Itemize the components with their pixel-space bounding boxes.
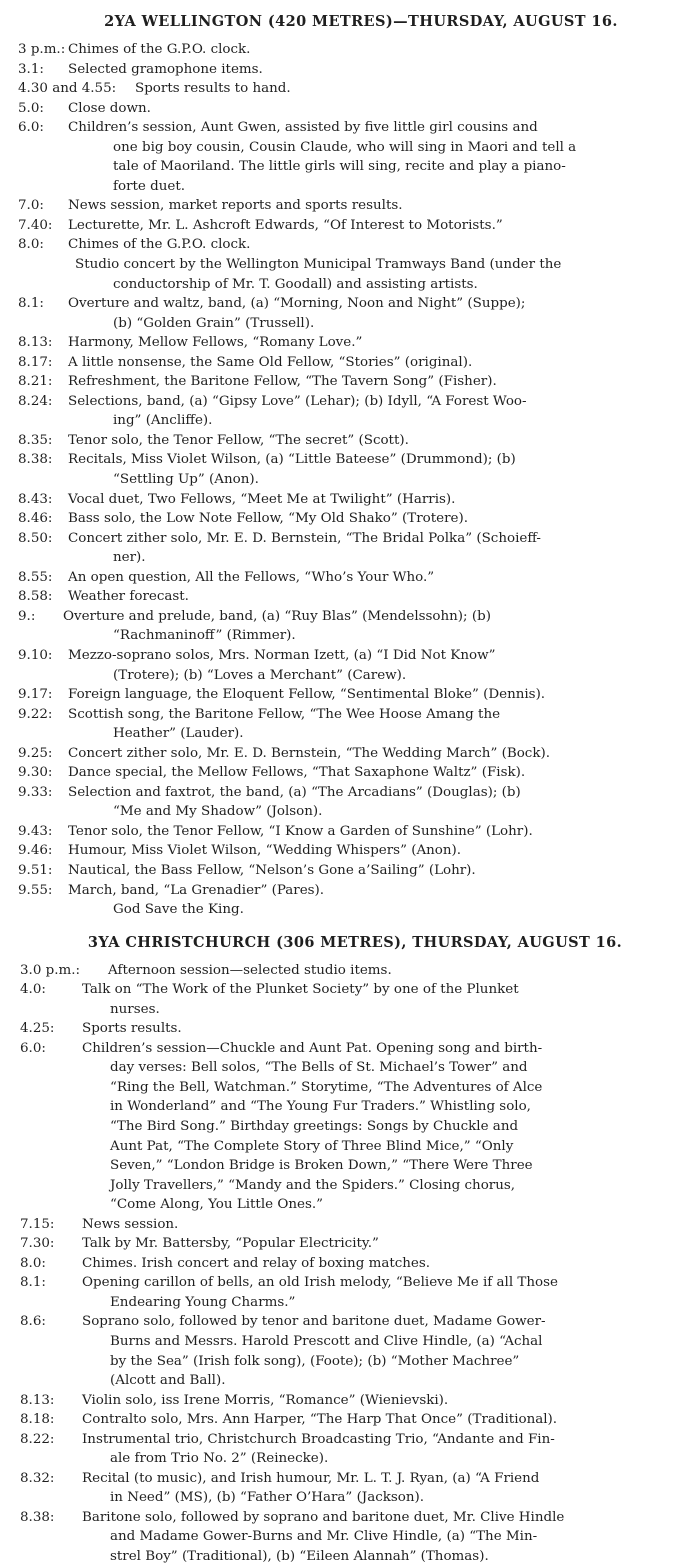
programme-entry	[0, 822, 700, 842]
programme-entry	[0, 1430, 700, 1469]
programme-entry	[0, 1019, 700, 1039]
entry-text-line: Children’s session, Aunt Gwen, assisted by five little girl cousins and	[68, 120, 538, 136]
entry-time: 3.0 p.m.:	[20, 962, 81, 978]
programme-entry	[0, 980, 700, 1019]
programme-entry	[0, 1312, 700, 1390]
entry-time: 9.:	[18, 608, 36, 624]
entry-time: 8.6:	[20, 1314, 46, 1330]
entry-text-line: Baritone solo, followed by soprano and baritone duet, Mr. Clive Hindle	[82, 1509, 565, 1525]
entry-time: 8.55:	[18, 569, 53, 585]
programme-entry	[0, 529, 700, 568]
entry-text-line: Violin solo, iss Irene Morris, “Romance” (Wienievski).	[82, 1392, 449, 1408]
programme-entry	[0, 1508, 700, 1567]
programme-list-2ya	[0, 40, 700, 920]
entry-time: 8.35:	[18, 432, 53, 448]
entry-text-line: March, band, “La Grenadier” (Pares).	[68, 882, 325, 898]
programme-entry	[0, 1039, 700, 1215]
programme-list-3ya	[0, 961, 700, 1567]
station-heading-3ya: 3YA CHRISTCHURCH (306 METRES), THURSDAY, AUGUST 16.	[87, 933, 623, 951]
entry-text-line: Tenor solo, the Tenor Fellow, “The secret” (Scott).	[68, 432, 409, 448]
entry-text-line: “Me and My Shadow” (Jolson).	[113, 804, 323, 820]
programme-entry	[0, 1234, 700, 1254]
programme-entry	[0, 294, 700, 333]
entry-text-line: Concert zither solo, Mr. E. D. Bernstein, “The Wedding March” (Bock).	[68, 745, 550, 761]
entry-text-line: News session.	[82, 1216, 179, 1232]
entry-time: 3 p.m.:	[18, 42, 66, 57]
entry-text-line: Dance special, the Mellow Fellows, “That Saxaphone Waltz” (Fisk).	[68, 765, 526, 781]
entry-text-line: tale of Maoriland. The little girls will sing, recite and play a piano-	[113, 159, 566, 175]
entry-time: 9.51:	[18, 862, 53, 878]
programme-entry	[0, 841, 700, 861]
programme-entry	[0, 744, 700, 764]
entry-text-line: (Trotere); (b) “Loves a Merchant” (Carew).	[113, 667, 407, 683]
entry-time: 8.50:	[18, 530, 53, 546]
programme-entry	[0, 1410, 700, 1430]
entry-text-line: Lecturette, Mr. L. Ashcroft Edwards, “Of Interest to Motorists.”	[68, 217, 503, 233]
entry-time: 8.46:	[18, 511, 53, 527]
programme-entry	[0, 607, 700, 646]
programme-entry	[0, 60, 700, 80]
entry-text-line: Children’s session—Chuckle and Aunt Pat. Opening song and birth-	[82, 1040, 543, 1056]
programme-entry	[0, 1254, 700, 1274]
entry-text-line: Overture and waltz, band, (a) “Morning, Noon and Night” (Suppe);	[68, 296, 526, 312]
programme-entry	[0, 40, 700, 60]
programme-entry	[0, 1391, 700, 1411]
entry-text-line: “Rachmaninoff” (Rimmer).	[113, 628, 296, 644]
programme-entry	[0, 235, 700, 294]
entry-time: 7.0:	[18, 198, 44, 214]
programme-entry	[0, 861, 700, 881]
programme-entry	[0, 587, 700, 607]
entry-text-line: Talk by Mr. Battersby, “Popular Electricity.”	[82, 1236, 379, 1252]
entry-time: 8.17:	[18, 354, 53, 370]
programme-entry	[0, 568, 700, 588]
entry-text-line: ing” (Ancliffe).	[113, 413, 213, 429]
entry-time: 8.58:	[18, 589, 53, 605]
entry-text-line: Contralto solo, Mrs. Ann Harper, “The Harp That Once” (Traditional).	[82, 1412, 558, 1428]
programme-entry	[0, 333, 700, 353]
programme-entry	[0, 763, 700, 783]
programme-entry	[0, 961, 700, 981]
programme-entry	[0, 881, 700, 920]
entry-text-line: Afternoon session—selected studio items.	[108, 962, 392, 978]
entry-text-line: Scottish song, the Baritone Fellow, “The Wee Hoose Amang the	[68, 706, 501, 722]
programme-entry	[0, 783, 700, 822]
entry-time: 8.13:	[18, 335, 53, 351]
programme-entry	[0, 216, 700, 236]
entry-text-line: Burns and Messrs. Harold Prescott and Clive Hindle, (a) “Achal	[110, 1334, 543, 1349]
entry-text-line: “Ring the Bell, Watchman.” Storytime, “The Adventures of Alce	[110, 1079, 543, 1095]
programme-entry	[0, 705, 700, 744]
programme-entry	[0, 646, 700, 685]
entry-text-line: Heather” (Lauder).	[113, 726, 244, 742]
entry-text-line: and Madame Gower-Burns and Mr. Clive Hindle, (a) “The Min-	[110, 1529, 538, 1545]
entry-time: 9.25:	[18, 745, 53, 761]
entry-time: 8.38:	[20, 1509, 55, 1525]
entry-time: 8.1:	[18, 296, 44, 312]
entry-time: 9.46:	[18, 843, 53, 859]
entry-text-line: strel Boy” (Traditional), (b) “Eileen Alannah” (Thomas).	[110, 1549, 489, 1565]
entry-text-line: Weather forecast.	[68, 589, 189, 605]
entry-text-line: Refreshment, the Baritone Fellow, “The Tavern Song” (Fisher).	[68, 374, 497, 390]
entry-text-line: (b) “Golden Grain” (Trussell).	[113, 315, 315, 331]
programme-entry	[0, 450, 700, 489]
entry-text-line: Sports results to hand.	[135, 81, 291, 97]
entry-text-line: Recitals, Miss Violet Wilson, (a) “Little Bateese” (Drummond); (b)	[68, 452, 516, 468]
entry-time: 4.30 and 4.55:	[18, 81, 117, 97]
entry-text-line: A little nonsense, the Same Old Fellow, “Stories” (original).	[68, 354, 473, 370]
entry-text-line: Instrumental trio, Christchurch Broadcasting Trio, “Andante and Fin-	[82, 1431, 555, 1447]
entry-time: 8.24:	[18, 393, 53, 409]
programme-entry	[0, 118, 700, 196]
entry-time: 3.1:	[18, 61, 44, 77]
entry-text-line: Overture and prelude, band, (a) “Ruy Blas” (Mendelssohn); (b)	[63, 608, 491, 624]
entry-text-line: Vocal duet, Two Fellows, “Meet Me at Twilight” (Harris).	[68, 491, 456, 507]
entry-text-line: Soprano solo, followed by tenor and baritone duet, Madame Gower-	[82, 1314, 546, 1330]
programme-entry	[0, 372, 700, 392]
entry-time: 9.55:	[18, 882, 53, 898]
entry-time: 8.32:	[20, 1470, 55, 1486]
entry-text-line: ner).	[113, 550, 146, 566]
entry-text-line: News session, market reports and sports results.	[68, 198, 403, 214]
station-heading-2ya: 2YA WELLINGTON (420 METRES)—THURSDAY, AUGUST 16.	[104, 13, 618, 30]
entry-time: 8.21:	[18, 374, 53, 390]
programme-entry	[0, 196, 700, 216]
entry-text-line: Tenor solo, the Tenor Fellow, “I Know a Garden of Sunshine” (Lohr).	[68, 823, 533, 839]
entry-text-line: “Settling Up” (Anon).	[113, 472, 259, 488]
entry-time: 8.22:	[20, 1431, 55, 1447]
entry-time: 8.38:	[18, 452, 53, 468]
entry-text-line: Endearing Young Charms.”	[110, 1294, 296, 1310]
entry-text-line: Selected gramophone items.	[68, 61, 263, 77]
programme-entry	[0, 509, 700, 529]
entry-time: 6.0:	[18, 120, 44, 136]
entry-text-line: Chimes. Irish concert and relay of boxing matches.	[82, 1255, 431, 1271]
entry-time: 4.0:	[20, 982, 46, 998]
entry-text-line: Nautical, the Bass Fellow, “Nelson’s Gone a’Sailing” (Lohr).	[68, 862, 476, 878]
entry-time: 6.0:	[20, 1040, 46, 1056]
entry-text-line: in Need” (MS), (b) “Father O’Hara” (Jackson).	[110, 1490, 425, 1506]
entry-text-line: one big boy cousin, Cousin Claude, who will sing in Maori and tell a	[113, 139, 577, 155]
programme-entry	[0, 1469, 700, 1508]
programme-entry	[0, 79, 700, 99]
entry-time: 8.43:	[18, 491, 53, 507]
entry-text-line: conductorship of Mr. T. Goodall) and assisting artists.	[113, 276, 478, 292]
entry-text-line: “Come Along, You Little Ones.”	[110, 1197, 324, 1213]
entry-time: 9.43:	[18, 823, 53, 839]
entry-time: 9.33:	[18, 784, 53, 800]
entry-time: 8.0:	[18, 237, 44, 253]
entry-time: 9.10:	[18, 647, 53, 663]
entry-text-line: Close down.	[68, 100, 151, 116]
programme-entry	[0, 490, 700, 510]
entry-text-line: Seven,” “London Bridge is Broken Down,” “There Were Three	[110, 1158, 533, 1174]
entry-text-line: Mezzo-soprano solos, Mrs. Norman Izett, (a) “I Did Not Know”	[68, 647, 496, 663]
entry-text-line: “The Bird Song.” Birthday greetings: Songs by Chuckle and	[110, 1118, 519, 1134]
entry-text-line: An open question, All the Fellows, “Who’s Your Who.”	[68, 569, 435, 585]
entry-text-line: Aunt Pat, “The Complete Story of Three Blind Mice,” “Only	[110, 1138, 514, 1154]
entry-time: 9.30:	[18, 765, 53, 781]
programme-entry	[0, 431, 700, 451]
entry-text-line: Selections, band, (a) “Gipsy Love” (Lehar); (b) Idyll, “A Forest Woo-	[68, 393, 527, 409]
entry-text-line: (Alcott and Ball).	[110, 1373, 226, 1389]
entry-time: 8.1:	[20, 1275, 46, 1291]
entry-text-line: Chimes of the G.P.O. clock.	[68, 42, 251, 57]
entry-text-line: ale from Trio No. 2” (Reinecke).	[110, 1451, 329, 1467]
programme-entry	[0, 392, 700, 431]
entry-text-line: Talk on “The Work of the Plunket Society” by one of the Plunket	[82, 982, 519, 998]
entry-text-line: God Save the King.	[113, 902, 244, 918]
entry-text-line: Humour, Miss Violet Wilson, “Wedding Whispers” (Anon).	[68, 843, 462, 859]
entry-text-line: Sports results.	[82, 1021, 182, 1037]
entry-text-line: Foreign language, the Eloquent Fellow, “Sentimental Bloke” (Dennis).	[68, 687, 546, 703]
entry-time: 9.17:	[18, 687, 53, 703]
entry-time: 8.13:	[20, 1392, 55, 1408]
programme-entry	[0, 685, 700, 705]
entry-time: 5.0:	[18, 100, 44, 116]
programme-entry	[0, 353, 700, 373]
entry-time: 7.15:	[20, 1216, 55, 1232]
entry-time: 4.25:	[20, 1021, 55, 1037]
entry-text-line: Bass solo, the Low Note Fellow, “My Old Shako” (Trotere).	[68, 511, 468, 527]
entry-text-line: nurses.	[110, 1001, 160, 1017]
entry-text-line: in Wonderland” and “The Young Fur Traders.” Whistling solo,	[110, 1099, 531, 1115]
entry-time: 7.40:	[18, 217, 53, 233]
entry-text-line: by the Sea” (Irish folk song), (Foote); (b) “Mother Machree”	[110, 1353, 520, 1369]
entry-text-line: Jolly Travellers,” “Mandy and the Spiders.” Closing chorus,	[110, 1177, 516, 1193]
entry-time: 7.30:	[20, 1236, 55, 1252]
entry-time: 8.0:	[20, 1255, 46, 1271]
entry-text-line: forte duet.	[113, 178, 185, 194]
entry-time: 9.22:	[18, 706, 53, 722]
entry-text-line: day verses: Bell solos, “The Bells of St. Michael’s Tower” and	[110, 1060, 528, 1076]
entry-text-line: Selection and faxtrot, the band, (a) “The Arcadians” (Douglas); (b)	[68, 784, 521, 800]
entry-text-line: Concert zither solo, Mr. E. D. Bernstein, “The Bridal Polka” (Schoieff-	[68, 530, 541, 546]
entry-text-line: Chimes of the G.P.O. clock.	[68, 237, 251, 253]
programme-entry	[0, 99, 700, 119]
entry-time: 8.18:	[20, 1412, 55, 1428]
programme-entry	[0, 1273, 700, 1312]
entry-text-line: Opening carillon of bells, an old Irish melody, “Believe Me if all Those	[82, 1275, 558, 1291]
entry-text-line: Harmony, Mellow Fellows, “Romany Love.”	[68, 335, 363, 351]
entry-text-line: Studio concert by the Wellington Municipal Tramways Band (under the	[75, 257, 562, 273]
programme-entry	[0, 1215, 700, 1235]
entry-text-line: Recital (to music), and Irish humour, Mr. L. T. J. Ryan, (a) “A Friend	[82, 1470, 540, 1486]
